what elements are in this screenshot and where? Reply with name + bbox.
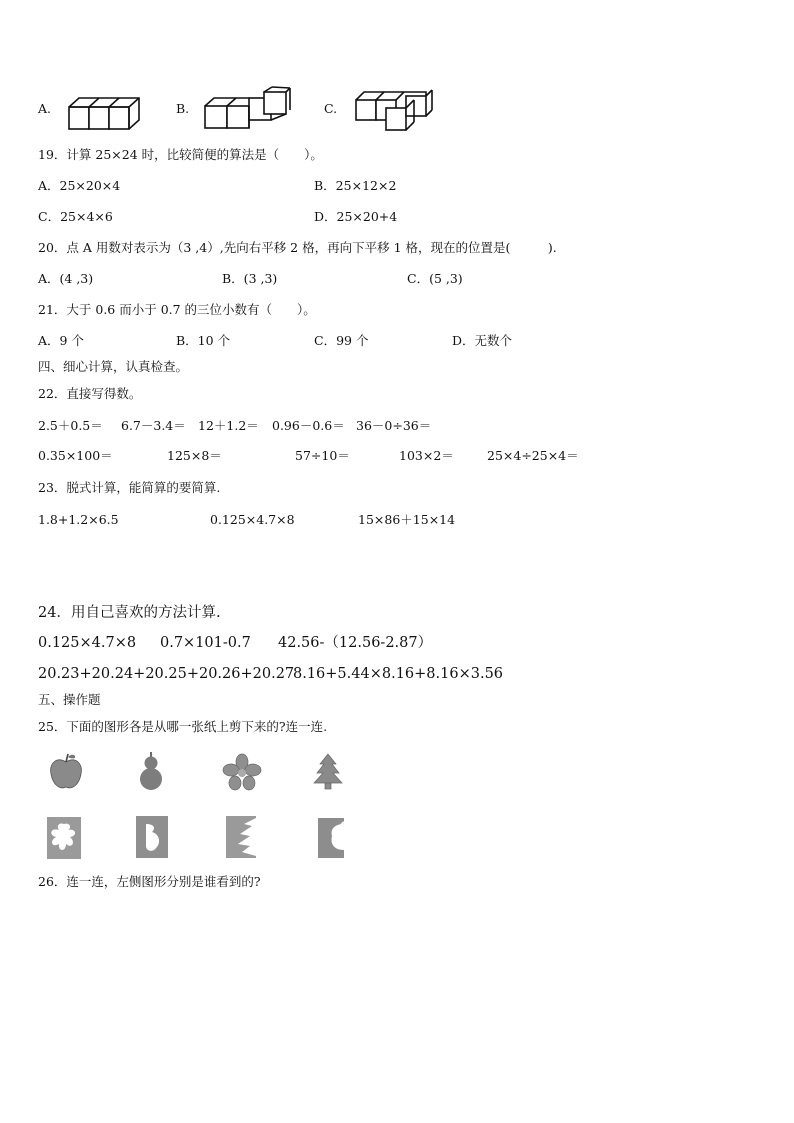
option-a-label: A. (38, 101, 52, 116)
cube-figure-a (66, 93, 148, 133)
q26-title: 26．连一连，左侧图形分别是谁看到的? (38, 874, 261, 889)
option-b-label: B. (176, 101, 190, 116)
q21-question: 21．大于 0.6 而小于 0.7 的三位小数有（ ）。 (38, 302, 316, 317)
q24-expr: 0.7×101-0.7 (160, 635, 251, 651)
paper-sheet-gourd-cut[interactable] (134, 814, 170, 860)
q19-option-c: C．25×4×6 (38, 209, 113, 224)
q22-expr: 57÷10＝ (295, 448, 350, 463)
q24-expr: 42.56-（12.56-2.87） (278, 635, 433, 651)
q21-option-c: C．99 个 (314, 333, 369, 348)
gourd-shape-icon[interactable] (134, 750, 168, 792)
section-four-heading: 四、细心计算，认真检查。 (38, 359, 189, 374)
q23-expr: 1.8+1.2×6.5 (38, 512, 119, 527)
q22-expr: 0.96－0.6＝ (272, 418, 345, 433)
flower-shape-icon[interactable] (222, 753, 262, 793)
q24-expr: 20.23+20.24+20.25+20.26+20.27 (38, 666, 295, 682)
q19-option-a: A．25×20×4 (38, 178, 121, 193)
apple-shape-icon[interactable] (48, 752, 84, 792)
q22-expr: 103×2＝ (399, 448, 454, 463)
tree-shape-icon[interactable] (311, 752, 345, 792)
q20-option-b: B．(3 ,3) (222, 271, 278, 286)
q24-expr: 0.125×4.7×8 (38, 635, 137, 651)
q21-option-d: D．无数个 (452, 333, 513, 348)
q23-title: 23．脱式计算，能简算的要简算. (38, 480, 221, 495)
q22-expr: 125×8＝ (167, 448, 222, 463)
q22-expr: 2.5＋0.5＝ (38, 418, 103, 433)
q24-title: 24．用自己喜欢的方法计算. (38, 605, 221, 621)
q22-expr: 25×4÷25×4＝ (487, 448, 579, 463)
q19-option-b: B．25×12×2 (314, 178, 397, 193)
q24-expr: 8.16+5.44×8.16+8.16×3.56 (293, 666, 504, 682)
cube-figure-b (202, 86, 292, 132)
paper-sheet-tree-cut[interactable] (224, 814, 258, 860)
q20-question: 20．点 A 用数对表示为（3 ,4）,先向右平移 2 格，再向下平移 1 格，现在的位置是( ). (38, 240, 557, 255)
paper-sheet-flower-cut[interactable] (46, 816, 82, 860)
q20-option-c: C．(5 ,3) (407, 271, 463, 286)
q22-expr: 12＋1.2＝ (198, 418, 259, 433)
q21-option-a: A．9 个 (38, 333, 84, 348)
section-five-heading: 五、操作题 (38, 692, 101, 707)
q19-option-d: D．25×20+4 (314, 209, 398, 224)
q22-expr: 6.7－3.4＝ (121, 418, 186, 433)
q25-title: 25．下面的图形各是从哪一张纸上剪下来的?连一连. (38, 719, 328, 734)
q22-expr: 0.35×100＝ (38, 448, 113, 463)
q22-expr: 36－0÷36＝ (356, 418, 432, 433)
paper-sheet-apple-cut[interactable] (312, 816, 348, 860)
q23-expr: 15×86＋15×14 (358, 512, 456, 527)
option-c-label: C. (324, 101, 338, 116)
q20-option-a: A．(4 ,3) (38, 271, 94, 286)
q23-expr: 0.125×4.7×8 (210, 512, 295, 527)
q21-option-b: B．10 个 (176, 333, 231, 348)
q22-title: 22．直接写得数。 (38, 386, 142, 401)
q19-question: 19．计算 25×24 时，比较简便的算法是（ ）。 (38, 147, 323, 162)
cube-figure-c (352, 86, 436, 134)
